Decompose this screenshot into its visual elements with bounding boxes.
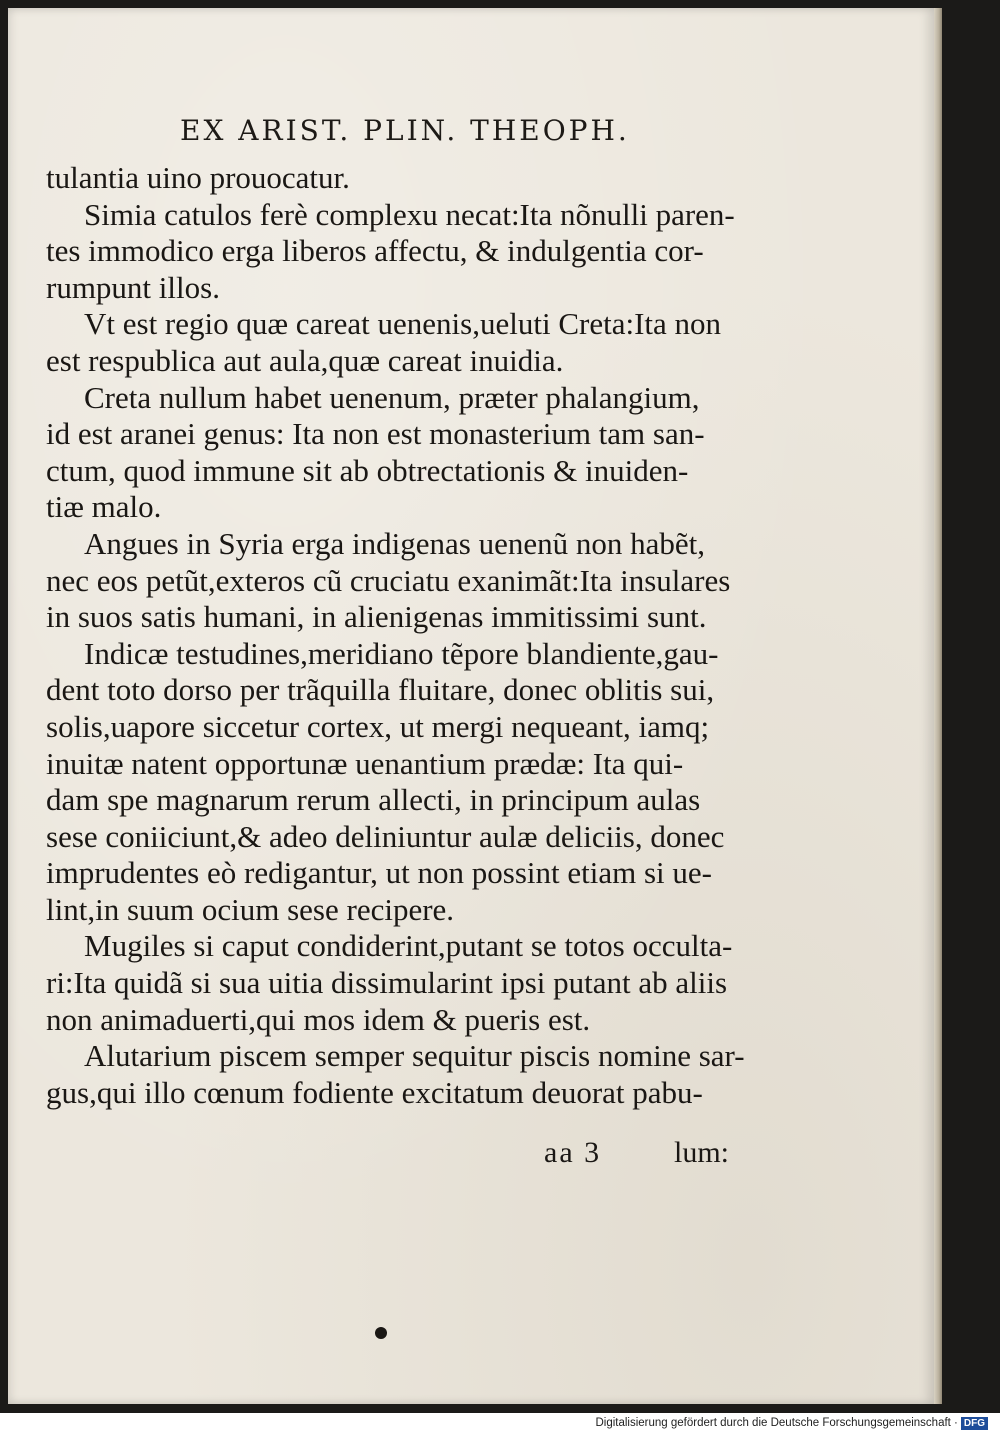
text-line: ri:Ita quidã si sua uitia dissimularint ipsi putant ab aliis [46,965,728,1001]
text-line: Indicæ testudines,meridiano tẽpore blandiente,gau- [84,635,719,671]
text-line: Mugiles si caput condiderint,putant se totos occulta- [84,928,733,964]
text-line: non animaduerti,qui mos idem & pueris est. [46,1001,591,1037]
dfg-logo: DFG [961,1417,988,1430]
text-line: in suos satis humani, in alienigenas immitissimi sunt. [46,599,707,635]
ink-dot [375,1327,387,1339]
text-line: dam spe magnarum rerum allecti, in principum aulas [46,782,701,818]
text-line: Creta nullum habet uenenum, præter phalangium, [84,379,700,415]
text-line: nec eos petũt,exteros cũ cruciatu exanimãt:Ita insulares [46,562,731,598]
page-edge [934,8,942,1404]
text-line: sese coniiciunt,& adeo deliniuntur aulæ deliciis, donec [46,818,725,854]
text-line: dent toto dorso per trãquilla fluitare, donec oblitis sui, [46,672,715,708]
digitization-credit [595,1417,988,1430]
page-footer [540,1136,770,1176]
text-line: tulantia uino prouocatur. [46,160,350,195]
text-line: Alutarium piscem semper sequitur piscis nomine sar- [84,1038,745,1074]
text-line: tiæ malo. [46,489,162,525]
text-line: est respublica aut aula,quæ careat inuidia. [46,342,564,378]
text-line: solis,uapore siccetur cortex, ut mergi nequeant, iamq; [46,708,710,744]
text-line: tes immodico erga liberos affectu, & indulgentia cor- [46,233,704,269]
signature-mark: aa 3 [544,1136,602,1169]
running-head: EX ARIST. PLIN. THEOPH. [180,114,630,147]
text-line: Simia catulos ferè complexu necat:Ita nõnulli paren- [84,196,735,232]
text-line: gus,qui illo cœnum fodiente excitatum deuorat pabu- [46,1074,703,1110]
text-line: id est aranei genus: Ita non est monasterium tam san- [46,416,705,452]
text-line: lint,in suum ocium sese recipere. [46,891,455,927]
credit-text: Digitalisierung gefördert durch die Deutsche Forschungsgemeinschaft · [595,1417,958,1429]
text-line: inuitæ natent opportunæ uenantium prædæ: Ita qui- [46,745,684,781]
text-line: Vt est regio quæ careat uenenis,ueluti Creta:Ita non [84,306,722,342]
catchword: lum: [674,1136,730,1169]
text-line: rumpunt illos. [46,269,220,305]
text-line: ctum, quod immune sit ab obtrectationis & inuiden- [46,452,689,488]
body-text [46,160,746,1111]
text-line: imprudentes eò redigantur, ut non possint etiam si ue- [46,855,712,891]
text-line: Angues in Syria erga indigenas uenenũ non habẽt, [84,525,705,561]
